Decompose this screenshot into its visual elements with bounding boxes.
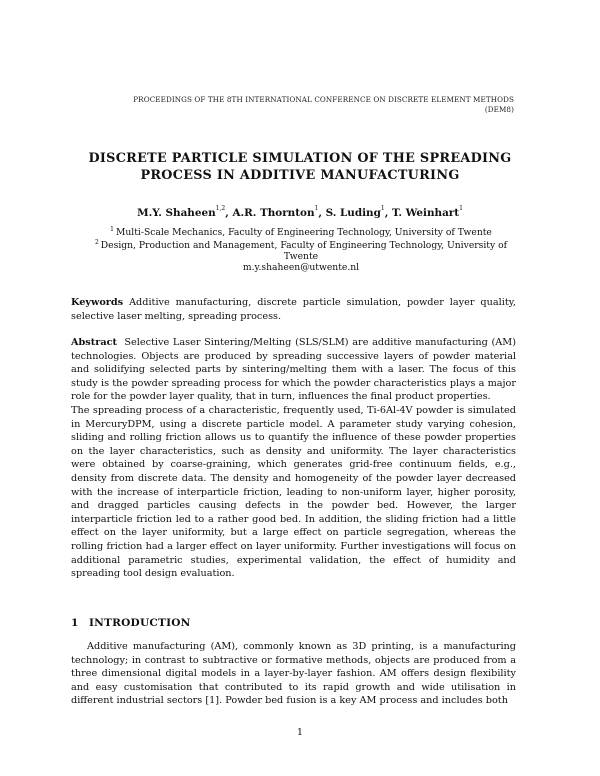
author-name: T. Weinhart <box>391 207 460 219</box>
affiliation-2-text: Design, Production and Management, Faculty of Engineering Technology, University of Twente <box>100 240 508 262</box>
header-line-1: PROCEEDINGS OF THE 8TH INTERNATIONAL CONFERENCE ON DISCRETE ELEMENT METHODS <box>133 95 514 104</box>
keywords-block <box>71 296 516 323</box>
affiliation-1 <box>82 224 520 238</box>
author-separator: , <box>225 207 233 219</box>
proceedings-header <box>94 95 514 115</box>
section-title: INTRODUCTION <box>89 617 191 629</box>
affiliation-1-mark: 1 <box>110 226 114 233</box>
affiliation-2 <box>82 237 520 262</box>
abstract-label: Abstract <box>71 337 117 348</box>
author-affiliation-mark: 1 <box>459 205 463 212</box>
corresponding-email: m.y.shaheen@utwente.nl <box>242 262 360 273</box>
author-affiliation-mark: 1 <box>314 205 319 212</box>
title-line-2: PROCESS IN ADDITIVE MANUFACTURING <box>140 168 460 183</box>
page-number: 1 <box>296 727 304 738</box>
section-heading <box>71 617 191 629</box>
author-name: M.Y. Shaheen <box>137 207 216 219</box>
abstract-text-1: Selective Laser Sintering/Melting (SLS/SLM) are additive manufacturing (AM) technologies. Objects are produced by spreading successive layers of powder material and solidifying selected parts by sintering/melting them with a laser. The focus of this study is the powder spreading process for which the powder characteristics plays a major role for the powder layer quality, that in turn, influences the final product properties. <box>71 337 516 403</box>
introduction-paragraph: Additive manufacturing (AM), commonly known as 3D printing, is a manufacturing technology; in contrast to subtractive or formative methods, objects are produced from a three dimensional digital models in a layer-by-layer fashion. AM offers design flexibility and easy customisation that contributed to its rapid growth and wide utilisation in different industrial sectors [1]. Powder bed fusion is a key AM process and includes both <box>71 641 516 707</box>
keywords-text: Additive manufacturing, discrete particle simulation, powder layer quality, selective laser melting, spreading process. <box>71 297 516 322</box>
header-line-2: (DEM8) <box>484 105 514 114</box>
abstract-paragraph-1 <box>71 336 516 404</box>
paper-title <box>60 150 540 184</box>
abstract-block <box>71 336 516 581</box>
keywords-label: Keywords <box>71 297 124 308</box>
author-list <box>60 205 540 219</box>
affiliation-2-mark: 2 <box>94 239 99 246</box>
abstract-paragraph-2: The spreading process of a characteristic, frequently used, Ti-6Al-4V powder is simulated in MercuryDPM, using a discrete particle model. A parameter study varying cohesion, sliding and rolling friction allows us to quantify the influence of these powder properties on the layer characteristics, such as density and uniformity. The layer characteristics were obtained by coarse-graining, which generates grid-free continuum fields, e.g., density from discrete data. The density and homogeneity of the powder layer decreased with the increase of interparticle friction, leading to non-uniform layer, higher porosity, and dragged particles causing defects in the powder bed. However, the larger interparticle friction led to a rather good bed. In addition, the sliding friction had a little effect on the layer uniformity, but a large effect on particle segregation, whereas the rolling friction had a larger effect on layer uniformity. Further investigations will focus on additional parametric studies, experimental validation, the effect of humidity and spreading tool design evaluation. <box>71 404 516 580</box>
author-separator: , <box>384 207 392 219</box>
author-name: A.R. Thornton <box>232 207 315 219</box>
author-separator: , <box>318 207 326 219</box>
author-name: S. Luding <box>325 207 381 219</box>
affiliation-1-text: Multi-Scale Mechanics, Faculty of Engineering Technology, University of Twente <box>115 227 492 238</box>
author-affiliation-mark: 1 <box>380 205 385 212</box>
title-line-1: DISCRETE PARTICLE SIMULATION OF THE SPREADING <box>88 151 512 166</box>
author-affiliation-mark: 1,2 <box>215 205 226 212</box>
section-number: 1 <box>71 617 79 629</box>
